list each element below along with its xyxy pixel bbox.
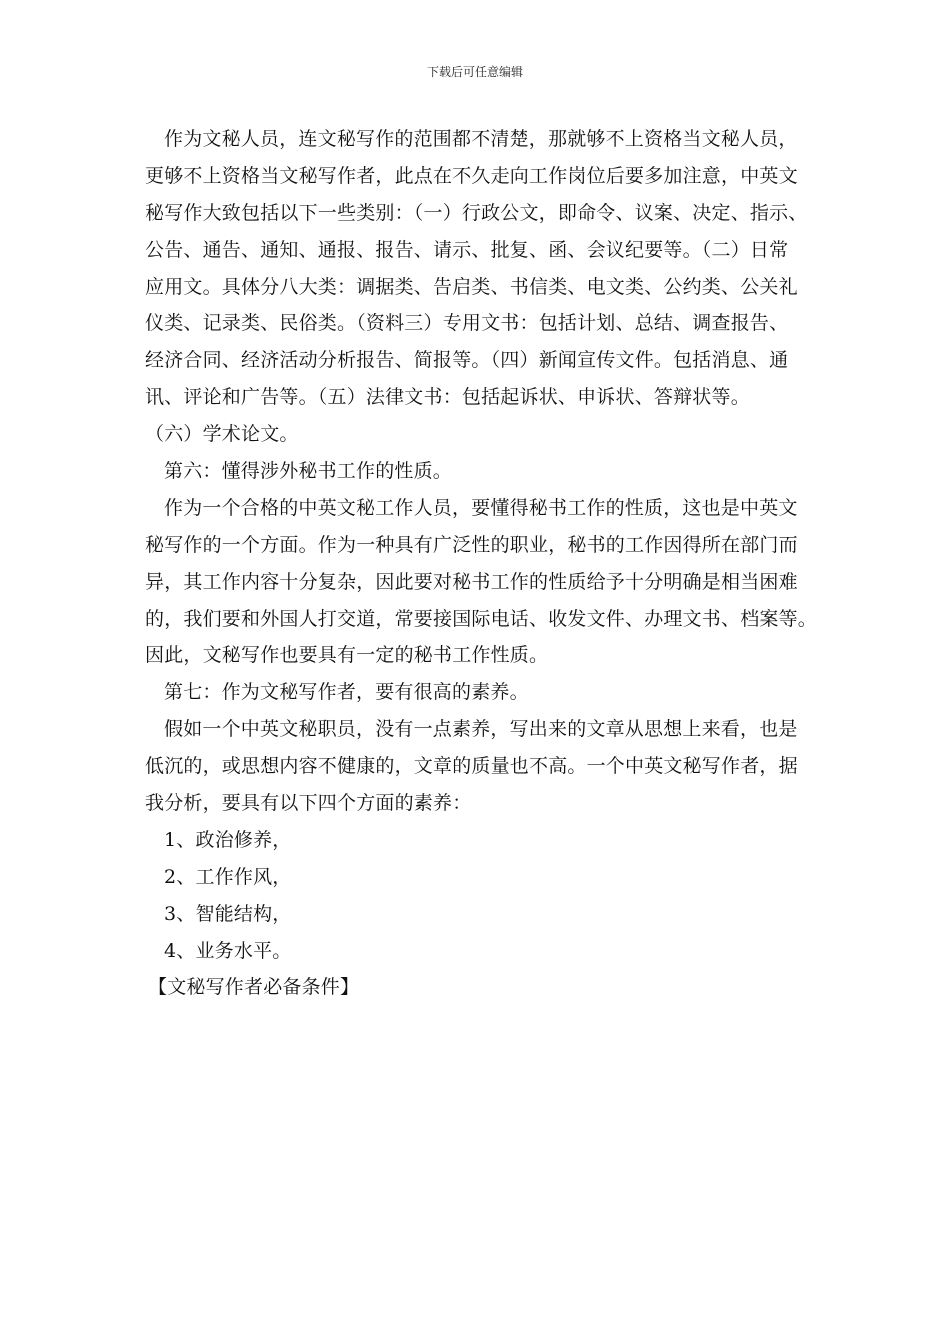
paragraph-line: 仪类、记录类、民俗类。（资料三）专用文书：包括计划、总结、调查报告、 xyxy=(145,312,789,335)
paragraph-line: 公告、通告、通知、通报、报告、请示、批复、函、会议纪要等。（二）日常 xyxy=(145,238,789,261)
list-item: 2、工作作风， xyxy=(164,865,292,888)
paragraph-line: 作为文秘人员，连文秘写作的范围都不清楚，那就够不上资格当文秘人员， xyxy=(164,128,798,150)
paragraph-line: 讯、评论和广告等。（五）法律文书：包括起诉状、申诉状、答辩状等。 xyxy=(145,386,750,409)
paragraph-line: 我分析，要具有以下四个方面的素养： xyxy=(145,792,472,815)
section-title: 【文秘写作者必备条件】 xyxy=(148,976,360,999)
paragraph-line: 更够不上资格当文秘写作者，此点在不久走向工作岗位后要多加注意，中英文 xyxy=(145,164,798,187)
paragraph-line: 秘写作的一个方面。作为一种具有广泛性的职业，秘书的工作因得所在部门而 xyxy=(145,533,798,556)
paragraph-line: 低沉的，或思想内容不健康的，文章的质量也不高。一个中英文秘写作者，据 xyxy=(145,755,798,778)
paragraph-line: （六）学术论文。 xyxy=(145,423,299,446)
section-heading-7: 第七：作为文秘写作者，要有很高的素养。 xyxy=(164,681,529,704)
paragraph-line: 应用文。具体分八大类：调据类、告启类、书信类、电文类、公约类、公关礼 xyxy=(145,275,798,298)
paragraph-line: 因此，文秘写作也要具有一定的秘书工作性质。 xyxy=(145,644,549,667)
paragraph-line: 的，我们要和外国人打交道，常要接国际电话、收发文件、办理文书、档案等。 xyxy=(145,607,818,630)
paragraph-line: 异，其工作内容十分复杂，因此要对秘书工作的性质给予十分明确是相当困难 xyxy=(145,570,798,593)
paragraph-line: 作为一个合格的中英文秘工作人员，要懂得秘书工作的性质，这也是中英文 xyxy=(164,496,798,519)
section-heading-6: 第六：懂得涉外秘书工作的性质。 xyxy=(164,460,453,483)
paragraph-line: 经济合同、经济活动分析报告、简报等。（四）新闻宣传文件。包括消息、通 xyxy=(145,349,789,372)
document-body xyxy=(145,121,835,1006)
list-item: 1、政治修养， xyxy=(164,828,292,851)
page-header: 下载后可任意编辑 xyxy=(426,65,523,79)
paragraph-line: 假如一个中英文秘职员，没有一点素养，写出来的文章从思想上来看，也是 xyxy=(164,718,798,741)
list-item: 4、业务水平。 xyxy=(164,939,292,962)
paragraph-line: 秘写作大致包括以下一些类别：（一）行政公文，即命令、议案、决定、指示、 xyxy=(145,201,808,224)
list-item: 3、智能结构， xyxy=(164,902,292,925)
